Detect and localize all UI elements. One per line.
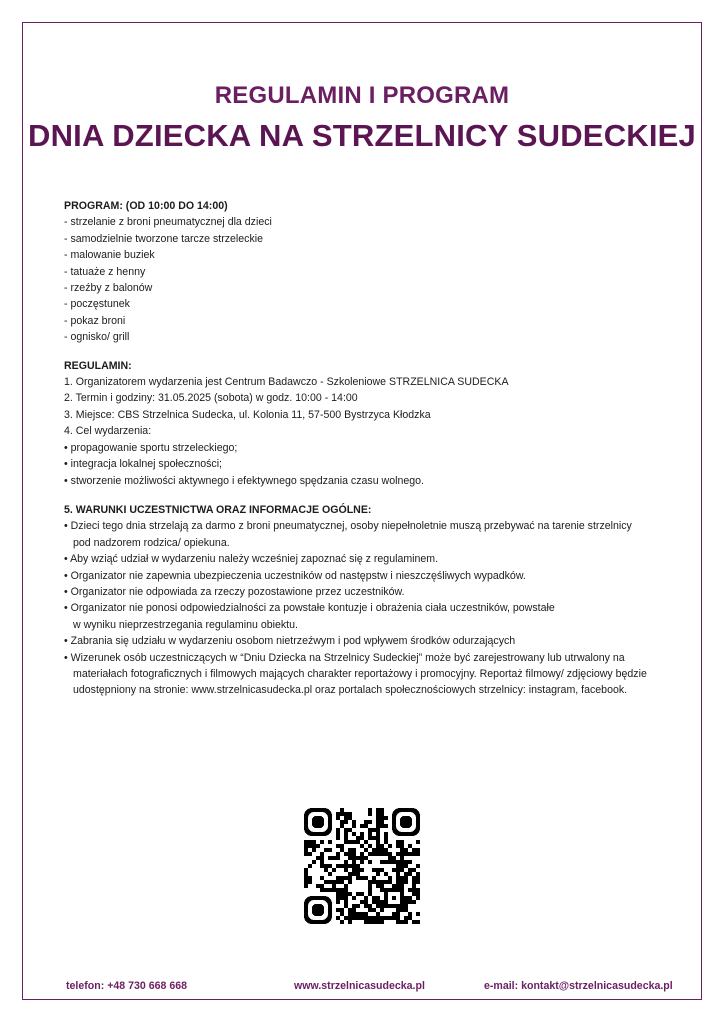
regulamin-item: 2. Termin i godziny: 31.05.2025 (sobota) w godz. 10:00 - 14:00 [64, 392, 358, 405]
warunki-line: • Aby wziąć udział w wydarzeniu należy wcześniej zapoznać się z regulaminem. [64, 553, 439, 566]
program-item: - rzeźby z balonów [64, 282, 153, 295]
regulamin-item: 1. Organizatorem wydarzenia jest Centrum Badawczo - Szkoleniowe STRZELNICA SUDECKA [64, 376, 509, 389]
warunki-line: pod nadzorem rodzica/ opiekuna. [73, 536, 230, 549]
program-item: - samodzielnie tworzone tarcze strzeleckie [64, 232, 264, 245]
program-item: - ognisko/ grill [64, 331, 130, 344]
regulamin-item: • stworzenie możliwości aktywnego i efektywnego spędzania czasu wolnego. [64, 474, 424, 487]
program-item: - strzelanie z broni pneumatycznej dla dzieci [64, 216, 272, 229]
regulamin-heading: REGULAMIN: [64, 359, 132, 372]
spacer [64, 489, 664, 502]
program-item: - malowanie buziek [64, 249, 155, 262]
program-item: - poczęstunek [64, 298, 130, 311]
footer-phone: telefon: +48 730 668 668 [66, 980, 188, 992]
warunki-line: • Dzieci tego dnia strzelają za darmo z broni pneumatycznej, osoby niepełnoletnie muszą przebywać na tarenie strzelnicy [64, 520, 632, 533]
regulamin-item: • propagowanie sportu strzeleckiego; [64, 441, 238, 454]
warunki-line: • Wizerunek osób uczestniczących w “Dniu Dziecka na Strzelnicy Sudeckiej” może być zarejestrowany lub utrwalony na [64, 651, 625, 664]
regulamin-item: • integracja lokalnej społeczności; [64, 458, 222, 471]
program-heading: PROGRAM: (OD 10:00 DO 14:00) [64, 200, 228, 212]
program-item: - tatuaże z henny [64, 265, 146, 278]
regulamin-item: 4. Cel wydarzenia: [64, 425, 152, 438]
warunki-line: w wyniku nieprzestrzegania regulaminu obiektu. [73, 618, 298, 631]
footer-website-link[interactable]: www.strzelnicasudecka.pl [294, 980, 425, 992]
warunki-line: • Organizator nie ponosi odpowiedzialności za powstałe kontuzje i obrażenia ciała uczestników, powstałe [64, 602, 555, 615]
title-line-2: DNIA DZIECKA NA STRZELNICY SUDECKIEJ [27, 118, 696, 153]
program-item: - pokaz broni [64, 314, 126, 327]
regulamin-item: 3. Miejsce: CBS Strzelnica Sudecka, ul. Kolonia 11, 57-500 Bystrzyca Kłodzka [64, 408, 431, 421]
warunki-line: • Organizator nie odpowiada za rzeczy pozostawione przez uczestników. [64, 585, 405, 598]
warunki-line: • Zabrania się udziału w wydarzeniu osobom nietrzeźwym i pod wpływem środków odurzających [64, 635, 516, 648]
title-line-1: REGULAMIN I PROGRAM [214, 82, 510, 109]
warunki-line: udostępniony na stronie: www.strzelnicasudecka.pl oraz portalach społecznościowych strzelnicy: instagram, facebook. [73, 684, 628, 697]
warunki-line: materiałach fotograficznych i filmowych mających charakter reportażowy i promocyjny. Reportaż filmowy/ zdjęciowy będzie [73, 667, 647, 680]
document-body [64, 198, 664, 699]
footer-email-link[interactable]: e-mail: kontakt@strzelnicasudecka.pl [484, 980, 673, 992]
qr-code-icon[interactable] [304, 808, 420, 924]
spacer [64, 346, 664, 358]
warunki-heading: 5. WARUNKI UCZESTNICTWA ORAZ INFORMACJE OGÓLNE: [64, 503, 372, 516]
warunki-line: • Organizator nie zapewnia ubezpieczenia uczestników od następstw i nieszczęśliwych wypadków. [64, 569, 526, 582]
